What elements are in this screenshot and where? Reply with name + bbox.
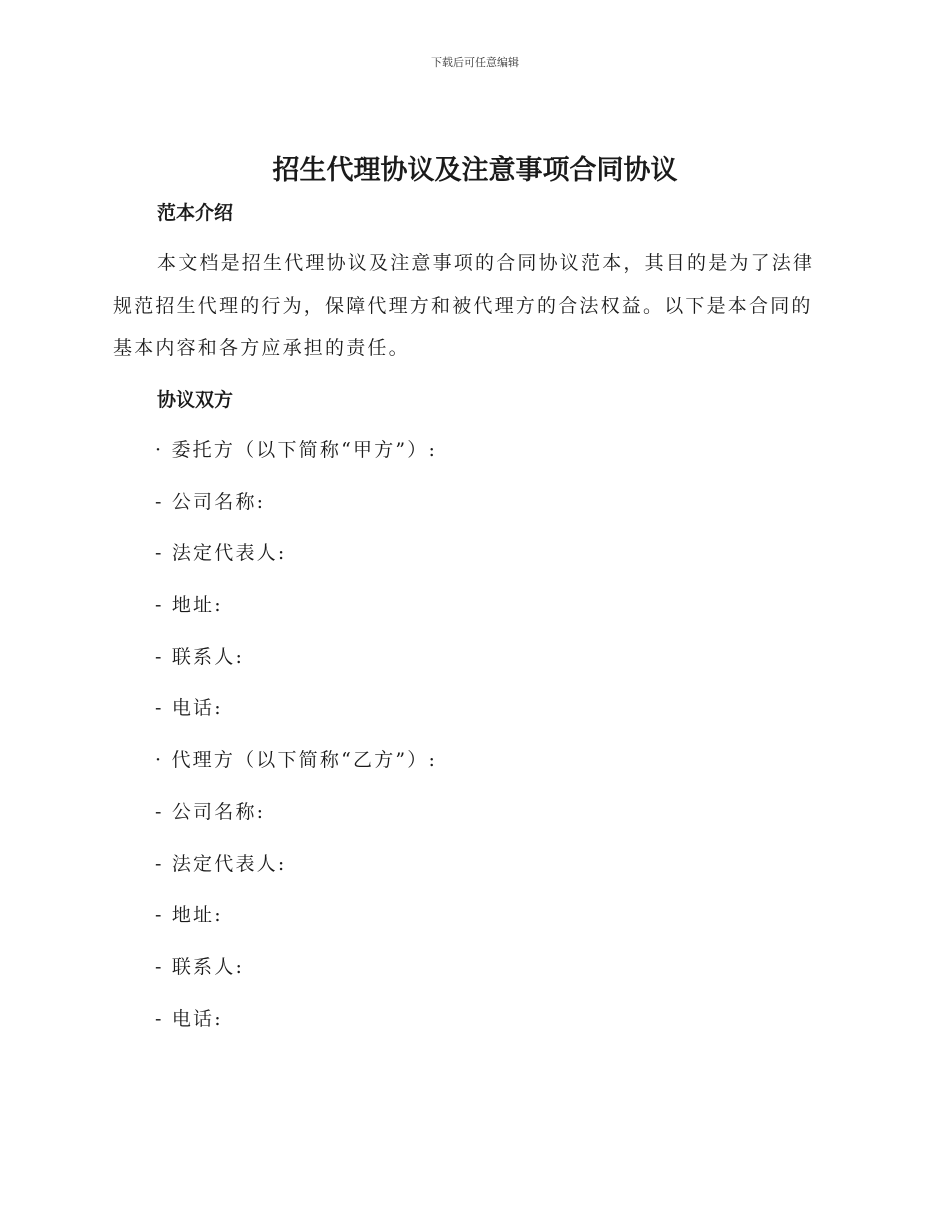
party-b-legal-rep-field: - 法定代表人: xyxy=(155,852,287,875)
party-b-contact-field: - 联系人: xyxy=(155,955,245,978)
intro-heading: 范本介绍 xyxy=(157,202,234,224)
page-header-note: 下载后可任意编辑 xyxy=(431,56,519,69)
party-a-label: · 委托方（以下简称“甲方”）: xyxy=(155,439,438,461)
party-b-address-field: - 地址: xyxy=(155,904,223,927)
party-b-company-name-field: - 公司名称: xyxy=(155,800,266,823)
party-a-phone-field: - 电话: xyxy=(155,697,223,720)
parties-heading: 协议双方 xyxy=(157,389,234,411)
parties-list xyxy=(155,432,437,1052)
intro-paragraph: 本文档是招生代理协议及注意事项的合同协议范本，其目的是为了法律规范招生代理的行为，保障代理方和被代理方的合法权益。以下是本合同的基本内容和各方应承担的责任。 xyxy=(113,252,815,359)
party-a-company-name-field: - 公司名称: xyxy=(155,490,266,513)
party-b-phone-field: - 电话: xyxy=(155,1007,223,1030)
party-a-legal-rep-field: - 法定代表人: xyxy=(155,542,287,565)
party-a-contact-field: - 联系人: xyxy=(155,645,245,668)
document-title: 招生代理协议及注意事项合同协议 xyxy=(272,155,678,186)
party-a-address-field: - 地址: xyxy=(155,594,223,617)
party-b-label: · 代理方（以下简称“乙方”）: xyxy=(155,749,438,772)
